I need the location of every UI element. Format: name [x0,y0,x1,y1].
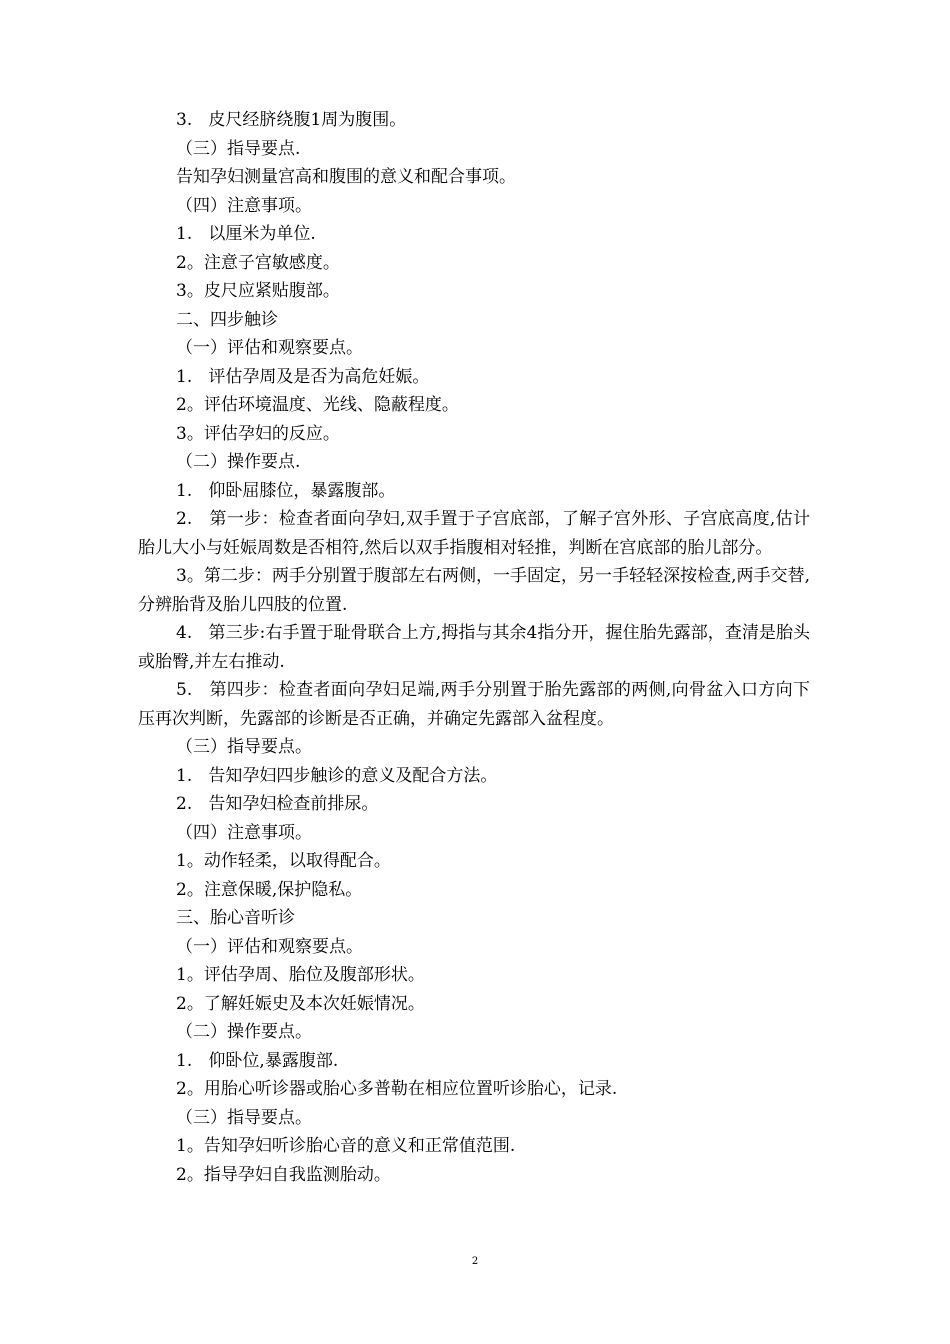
chapter-heading: 三、胎心音听诊 [176,908,295,928]
text-line: 2。用胎心听诊器或胎心多普勒在相应位置听诊胎心，记录. [176,1079,618,1099]
text-line: 1. 仰卧位,暴露腹部. [176,1050,339,1071]
text-line: 告知孕妇测量宫高和腹围的意义和配合事项。 [176,167,516,187]
text-line: 1. 告知孕妇四步触诊的意义及配合方法。 [176,765,498,786]
text-line: 3。皮尺应紧贴腹部。 [176,281,340,301]
paragraph: 5. 第四步：检查者面向孕妇足端,两手分别置于胎先露部的两侧,向骨盆入口方向下压再次判断，先露部的诊断是否正确，并确定先露部入盆程度。 [138,680,810,729]
text-line: 2。评估环境温度、光线、隐蔽程度。 [176,395,459,415]
section-heading: （四）注意事项。 [176,195,312,216]
paragraph: 4. 第三步:右手置于耻骨联合上方,拇指与其余4指分开，握住胎先露部，查清是胎头或胎臀,并左右推动. [138,623,810,672]
section-heading: （一）评估和观察要点。 [176,936,363,957]
text-line: 1. 以厘米为单位. [176,224,316,244]
text-line: 2. 告知孕妇检查前排尿。 [176,794,379,814]
section-heading: （三）指导要点. [176,138,301,159]
chapter-heading: 二、四步触诊 [176,309,278,330]
page-number: 2 [471,1256,479,1267]
section-heading: （三）指导要点。 [176,1107,312,1128]
text-line: 3. 皮尺经脐绕腹1周为腹围。 [176,110,407,130]
text-line: 1。评估孕周、胎位及腹部形状。 [176,965,425,985]
text-line: 2。注意保暖,保护隐私。 [176,879,363,900]
section-heading: （一）评估和观察要点。 [176,338,363,358]
text-line: 1。告知孕妇听诊胎心音的意义和正常值范围. [176,1136,516,1156]
text-line: 2。指导孕妇自我监测胎动。 [176,1164,391,1185]
section-heading: （二）操作要点。 [176,1022,312,1042]
text-line: 1. 评估孕周及是否为高危妊娠。 [176,366,430,387]
document-body [138,106,810,1189]
text-line: 2。注意子宫敏感度。 [176,252,340,273]
section-heading: （三）指导要点。 [176,737,312,757]
section-heading: （四）注意事项。 [176,822,312,843]
text-line: 3。评估孕妇的反应。 [176,423,340,444]
text-line: 2。了解妊娠史及本次妊娠情况。 [176,993,425,1014]
text-line: 1. 仰卧屈膝位，暴露腹部。 [176,480,396,501]
paragraph: 3。第二步：两手分别置于腹部左右两侧，一手固定，另一手轻轻深按检查,两手交替,分辨胎背及胎儿四肢的位置. [138,566,810,615]
text-line: 1。动作轻柔，以取得配合。 [176,851,391,871]
paragraph: 2. 第一步：检查者面向孕妇,双手置于子宫底部，了解子宫外形、子宫底高度,估计胎儿大小与妊娠周数是否相符,然后以双手指腹相对轻推，判断在宫底部的胎儿部分。 [138,509,810,558]
section-heading: （二）操作要点. [176,452,301,472]
